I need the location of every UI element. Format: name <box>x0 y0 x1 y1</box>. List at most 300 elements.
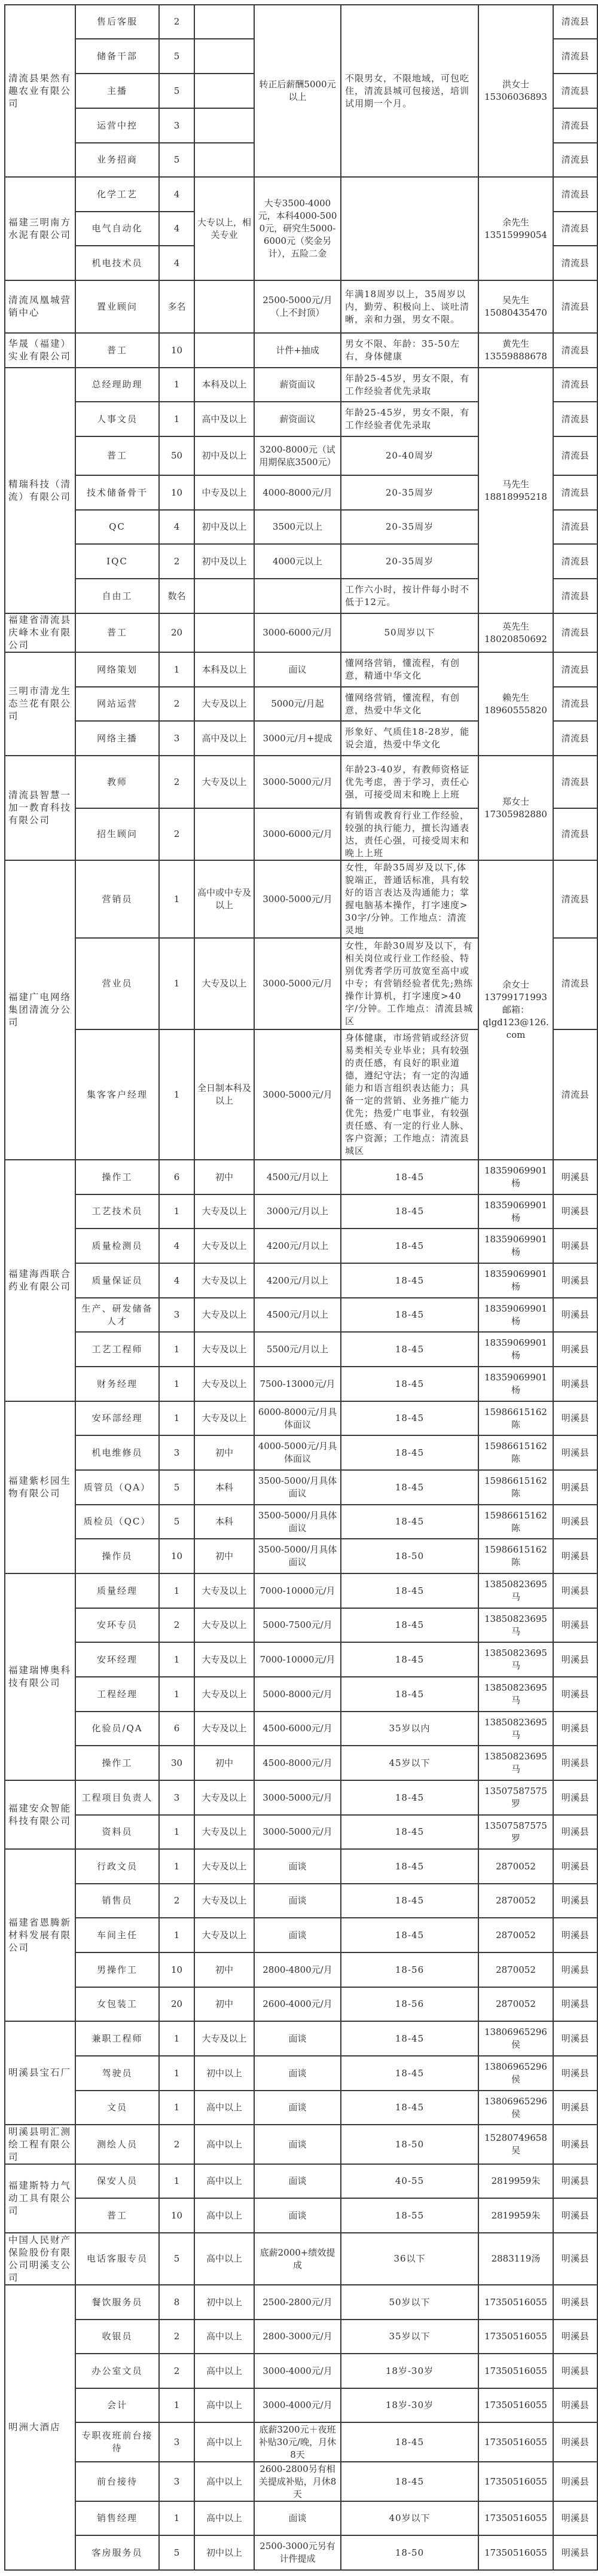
headcount-cell: 2 <box>159 2354 194 2388</box>
headcount-cell: 4 <box>159 510 194 544</box>
contact-cell: 18359069901杨 <box>478 1263 553 1298</box>
salary-cell: 4500元/月以上 <box>254 1160 341 1194</box>
contact-cell: 13850823695马 <box>478 1608 553 1642</box>
salary-cell: 3000-6000元/月 <box>254 613 341 652</box>
education-cell: 本科 <box>194 1470 254 1505</box>
requirements-cell: 年龄25-45岁，男女不限，有工作经验者优先录取 <box>341 368 478 402</box>
contact-cell: 15280749658吴 <box>478 2125 553 2164</box>
table-row <box>5 1539 597 1573</box>
education-cell: 本科及以上 <box>194 652 254 687</box>
contact-cell: 17350516055 <box>478 2535 553 2570</box>
location-cell: 明溪县 <box>553 1505 597 1539</box>
table-row <box>5 2164 597 2198</box>
contact-cell: 15986615162陈 <box>478 1401 553 1435</box>
requirements-cell: 35岁以内 <box>341 1712 478 1746</box>
table-row <box>5 1573 597 1608</box>
table-row <box>5 2285 597 2320</box>
table-row <box>5 1401 597 1435</box>
salary-cell: 4500-8000元/月 <box>254 1746 341 1780</box>
salary-cell: 面谈 <box>254 2198 341 2233</box>
salary-cell: 3200-8000元（试用期保底3500元） <box>254 436 341 475</box>
table-row <box>5 1160 597 1194</box>
location-cell: 明溪县 <box>553 1849 597 1884</box>
position-cell: 网络主播 <box>75 721 159 756</box>
education-cell <box>194 333 254 368</box>
requirements-cell: 20-35周岁 <box>341 510 478 544</box>
requirements-cell: 18-56 <box>341 1952 478 1987</box>
table-row <box>5 2354 597 2388</box>
contact-cell: 13806965296侯 <box>478 2091 553 2125</box>
education-cell: 高中以上 <box>194 2422 254 2462</box>
education-cell: 初中 <box>194 1952 254 1987</box>
requirements-cell: 18-56 <box>341 1987 478 2021</box>
salary-cell: 面谈 <box>254 2501 341 2535</box>
position-cell: 普工 <box>75 333 159 368</box>
position-cell: 生产、研发储备人才 <box>75 1298 159 1332</box>
location-cell: 清流县 <box>553 687 597 721</box>
requirements-cell: 18-45 <box>341 2422 478 2462</box>
position-cell: 男操作工 <box>75 1952 159 1987</box>
table-row <box>5 1642 597 1677</box>
table-row <box>5 1608 597 1642</box>
requirements-cell: 18-45 <box>341 2091 478 2125</box>
education-cell: 大专及以上 <box>194 1918 254 1952</box>
table-row <box>5 1849 597 1884</box>
table-row <box>5 1780 597 1815</box>
requirements-cell: 18-45 <box>341 1505 478 1539</box>
requirements-cell: 18-45 <box>341 1401 478 1435</box>
headcount-cell: 1 <box>159 402 194 436</box>
salary-cell: 大专3500-4000元，本科4000-5000元，研究生5000-6000元（奖金另计），五险二金 <box>254 177 341 280</box>
table-row <box>5 177 597 212</box>
education-cell: 大专及以上 <box>194 938 254 1029</box>
requirements-cell: 懂网络营销，懂流程，有创意，精通中华文化 <box>341 652 478 687</box>
position-cell: 专职夜班前台接待 <box>75 2422 159 2462</box>
requirements-cell: 工作六小时，按计件每小时不低于12元。 <box>341 579 478 613</box>
location-cell: 明溪县 <box>553 1884 597 1918</box>
table-row <box>5 1470 597 1505</box>
company-name-cell: 福建安众智能科技有限公司 <box>5 1780 75 1849</box>
contact-cell: 17350516055 <box>478 2354 553 2388</box>
contact-cell: 2870052 <box>478 1849 553 1884</box>
position-cell: 安环经理 <box>75 1642 159 1677</box>
education-cell: 高中以上 <box>194 2198 254 2233</box>
headcount-cell: 1 <box>159 2164 194 2198</box>
salary-cell: 3000-5000元/月 <box>254 756 341 808</box>
location-cell: 清流县 <box>553 613 597 652</box>
contact-cell: 赖先生 18960555820 <box>478 652 553 756</box>
table-row <box>5 2320 597 2354</box>
headcount-cell: 1 <box>159 2021 194 2056</box>
contact-cell: 13850823695马 <box>478 1573 553 1608</box>
position-cell: 置业顾问 <box>75 280 159 333</box>
headcount-cell: 1 <box>159 368 194 402</box>
contact-cell: 2870052 <box>478 1884 553 1918</box>
salary-cell: 2800-3000元/月 <box>254 2320 341 2354</box>
headcount-cell: 5 <box>159 39 194 74</box>
position-cell: 招生顾问 <box>75 808 159 860</box>
education-cell <box>194 74 254 108</box>
education-cell: 大专及以上 <box>194 1712 254 1746</box>
location-cell: 明溪县 <box>553 1712 597 1746</box>
table-row <box>5 2125 597 2164</box>
contact-cell: 15986615162陈 <box>478 1435 553 1470</box>
education-cell: 初中及以上 <box>194 544 254 579</box>
contact-cell: 15986615162陈 <box>478 1470 553 1505</box>
location-cell: 清流县 <box>553 808 597 860</box>
requirements-cell: 18-45 <box>341 1780 478 1815</box>
position-cell: 办公室文员 <box>75 2354 159 2388</box>
company-name-cell: 明洲大酒店 <box>5 2285 75 2570</box>
location-cell: 明溪县 <box>553 2091 597 2125</box>
requirements-cell <box>341 177 478 280</box>
location-cell: 明溪县 <box>553 1815 597 1849</box>
table-row <box>5 1746 597 1780</box>
position-cell: 网站运营 <box>75 687 159 721</box>
salary-cell: 2500-5000元/月（上不封顶） <box>254 280 341 333</box>
location-cell: 明溪县 <box>553 1332 597 1367</box>
contact-cell: 15986615162陈 <box>478 1539 553 1573</box>
location-cell: 明溪县 <box>553 2388 597 2422</box>
company-name-cell: 福建三明南方水泥有限公司 <box>5 177 75 280</box>
salary-cell: 7000-10000元/月 <box>254 1642 341 1677</box>
contact-cell: 黄先生 13559888678 <box>478 333 553 368</box>
company-name-cell: 福建广电网络集团清流分公司 <box>5 860 75 1160</box>
location-cell: 明溪县 <box>553 2233 597 2285</box>
location-cell: 明溪县 <box>553 1435 597 1470</box>
headcount-cell: 6 <box>159 1712 194 1746</box>
salary-cell: 底薪3200元＋夜班补贴30元/晚，月休8天 <box>254 2422 341 2462</box>
requirements-cell: 18-45 <box>341 1160 478 1194</box>
contact-cell: 马先生 18818995218 <box>478 368 553 613</box>
salary-cell: 3000-5000元/月 <box>254 860 341 938</box>
education-cell: 全日制本科及以上 <box>194 1029 254 1160</box>
requirements-cell: 20-35周岁 <box>341 544 478 579</box>
education-cell: 高中以上 <box>194 2354 254 2388</box>
education-cell: 本科 <box>194 1505 254 1539</box>
location-cell: 明溪县 <box>553 1573 597 1608</box>
position-cell: 车间主任 <box>75 1918 159 1952</box>
position-cell: IQC <box>75 544 159 579</box>
salary-cell: 4200元/月以上 <box>254 1263 341 1298</box>
salary-cell <box>254 579 341 613</box>
education-cell: 高中以上 <box>194 2091 254 2125</box>
location-cell: 清流县 <box>553 402 597 436</box>
salary-cell: 转正后薪酬5000元以上 <box>254 5 341 177</box>
location-cell: 明溪县 <box>553 1194 597 1229</box>
position-cell: 普工 <box>75 613 159 652</box>
table-row <box>5 2422 597 2462</box>
salary-cell: 5000-8000元/月 <box>254 1677 341 1712</box>
position-cell: 测绘人员 <box>75 2125 159 2164</box>
headcount-cell: 10 <box>159 1952 194 1987</box>
position-cell: 安环部经理 <box>75 1401 159 1435</box>
table-row <box>5 2535 597 2570</box>
education-cell: 高中以上 <box>194 2501 254 2535</box>
location-cell: 清流县 <box>553 74 597 108</box>
headcount-cell: 50 <box>159 436 194 475</box>
education-cell: 高中以上 <box>194 2462 254 2501</box>
position-cell: 人事文员 <box>75 402 159 436</box>
headcount-cell: 10 <box>159 333 194 368</box>
table-row <box>5 1677 597 1712</box>
company-name-cell: 华晟（福建）实业有限公司 <box>5 333 75 368</box>
position-cell: 机电维修员 <box>75 1435 159 1470</box>
salary-cell: 5000元/月起 <box>254 687 341 721</box>
requirements-cell: 18-45 <box>341 2056 478 2091</box>
headcount-cell: 1 <box>159 1918 194 1952</box>
salary-cell: 4000-8000元/月 <box>254 475 341 510</box>
contact-cell: 15986615162陈 <box>478 1505 553 1539</box>
requirements-cell: 18-50 <box>341 2535 478 2570</box>
position-cell: 教师 <box>75 756 159 808</box>
education-cell: 大专及以上 <box>194 756 254 808</box>
headcount-cell: 30 <box>159 1746 194 1780</box>
contact-cell: 17350516055 <box>478 2422 553 2462</box>
salary-cell: 面议 <box>254 652 341 687</box>
position-cell: 工程项目负责人 <box>75 1780 159 1815</box>
education-cell: 高中以上 <box>194 2233 254 2285</box>
location-cell: 清流县 <box>553 756 597 808</box>
location-cell: 明溪县 <box>553 1401 597 1435</box>
location-cell: 清流县 <box>553 177 597 212</box>
position-cell: 储备干部 <box>75 39 159 74</box>
contact-cell: 18359069901杨 <box>478 1160 553 1194</box>
requirements-cell: 45岁以下 <box>341 1746 478 1780</box>
education-cell: 大专及以上 <box>194 1298 254 1332</box>
table-row <box>5 756 597 808</box>
requirements-cell: 18-45 <box>341 2462 478 2501</box>
education-cell: 大专及以上 <box>194 1884 254 1918</box>
position-cell: 会计 <box>75 2388 159 2422</box>
salary-cell: 3000-4000元/月 <box>254 2388 341 2422</box>
location-cell: 明溪县 <box>553 1229 597 1263</box>
requirements-cell: 有销售或教育行业工作经验，较强的执行能力，擅长沟通表达，责任心强，可接受周末和晚上上班 <box>341 808 478 860</box>
company-name-cell: 福建斯特力气动工具有限公司 <box>5 2164 75 2233</box>
location-cell: 明溪县 <box>553 2462 597 2501</box>
education-cell: 大专及以上 <box>194 1642 254 1677</box>
position-cell: 工程经理 <box>75 1677 159 1712</box>
headcount-cell: 2 <box>159 687 194 721</box>
education-cell: 高中或中专及以上 <box>194 860 254 938</box>
salary-cell: 3000-4000元/月 <box>254 2354 341 2388</box>
education-cell: 大专及以上 <box>194 1367 254 1401</box>
requirements-cell: 男女不限、年龄：35-50左右，身体健康 <box>341 333 478 368</box>
location-cell: 明溪县 <box>553 2535 597 2570</box>
table-row <box>5 368 597 402</box>
table-row <box>5 280 597 333</box>
location-cell: 清流县 <box>553 721 597 756</box>
table-row <box>5 1367 597 1401</box>
requirements-cell: 形象好、气质佳18-28岁，能说会道，热爱中华文化 <box>341 721 478 756</box>
company-name-cell: 三明市清龙生态兰花有限公司 <box>5 652 75 756</box>
company-name-cell: 福建省恩腾新材料发展有限公司 <box>5 1849 75 2021</box>
requirements-cell: 18-45 <box>341 1608 478 1642</box>
headcount-cell: 1 <box>159 2056 194 2091</box>
requirements-cell: 女性，年龄35周岁及以下,体貌端正，普通话标准，具有较好的语言表达及沟通能力；掌握电脑基本操作，打字速度>30字/分钟。工作地点：清流灵地 <box>341 860 478 938</box>
salary-cell: 面谈 <box>254 1884 341 1918</box>
salary-cell: 面谈 <box>254 2164 341 2198</box>
table-row <box>5 2233 597 2285</box>
location-cell: 清流县 <box>553 652 597 687</box>
position-cell: 女包装工 <box>75 1987 159 2021</box>
position-cell: 化验员/QA <box>75 1712 159 1746</box>
contact-cell: 13850823695马 <box>478 1642 553 1677</box>
contact-cell: 13806965296侯 <box>478 2021 553 2056</box>
education-cell: 大专以上，相关专业 <box>194 177 254 280</box>
position-cell: QC <box>75 510 159 544</box>
contact-cell: 2870052 <box>478 1918 553 1952</box>
headcount-cell: 3 <box>159 1435 194 1470</box>
position-cell: 网络策划 <box>75 652 159 687</box>
salary-cell: 7000-10000元/月 <box>254 1573 341 1608</box>
position-cell: 工艺工程师 <box>75 1332 159 1367</box>
headcount-cell: 2 <box>159 2125 194 2164</box>
table-row <box>5 1712 597 1746</box>
requirements-cell: 年龄25-45岁，男女不限，有工作经验者优先录取 <box>341 402 478 436</box>
company-name-cell: 中国人民财产保险股份有限公司明溪支公司 <box>5 2233 75 2285</box>
headcount-cell: 3 <box>159 1298 194 1332</box>
salary-cell: 3000-5000元/月 <box>254 1815 341 1849</box>
education-cell <box>194 39 254 74</box>
table-row <box>5 1229 597 1263</box>
requirements-cell: 40-55 <box>341 2164 478 2198</box>
headcount-cell: 3 <box>159 721 194 756</box>
requirements-cell: 50岁以下 <box>341 2285 478 2320</box>
education-cell <box>194 5 254 39</box>
requirements-cell: 18-45 <box>341 2021 478 2056</box>
contact-cell: 17350516055 <box>478 2388 553 2422</box>
education-cell: 高中以上 <box>194 2164 254 2198</box>
headcount-cell: 10 <box>159 1539 194 1573</box>
company-name-cell: 福建海西联合药业有限公司 <box>5 1160 75 1401</box>
salary-cell: 3000元/月以上 <box>254 1194 341 1229</box>
headcount-cell: 2 <box>159 1884 194 1918</box>
position-cell: 操作工 <box>75 1160 159 1194</box>
location-cell: 明溪县 <box>553 1780 597 1815</box>
requirements-cell: 18-45 <box>341 1194 478 1229</box>
headcount-cell: 4 <box>159 1263 194 1298</box>
requirements-cell: 36以下 <box>341 2233 478 2285</box>
education-cell: 大专及以上 <box>194 1815 254 1849</box>
table-row <box>5 1987 597 2021</box>
table-row <box>5 2198 597 2233</box>
position-cell: 集客客户经理 <box>75 1029 159 1160</box>
requirements-cell: 18-50 <box>341 2125 478 2164</box>
salary-cell: 7500-13000元/月 <box>254 1367 341 1401</box>
position-cell: 驾驶员 <box>75 2056 159 2091</box>
position-cell: 操作工 <box>75 1746 159 1780</box>
education-cell: 本科及以上 <box>194 368 254 402</box>
contact-cell: 余先生 13515999054 <box>478 177 553 280</box>
salary-cell: 3000-5000元/月 <box>254 938 341 1029</box>
education-cell: 初中及以上 <box>194 436 254 475</box>
education-cell: 大专及以上 <box>194 1573 254 1608</box>
headcount-cell: 5 <box>159 2535 194 2570</box>
location-cell: 清流县 <box>553 544 597 579</box>
contact-cell: 洪女士 15306036893 <box>478 5 553 177</box>
requirements-cell: 18-45 <box>341 1849 478 1884</box>
requirements-cell: 18-45 <box>341 1470 478 1505</box>
education-cell <box>194 613 254 652</box>
location-cell: 明溪县 <box>553 1987 597 2021</box>
contact-cell: 18359069901杨 <box>478 1194 553 1229</box>
company-name-cell: 明溪县宝石厂 <box>5 2021 75 2125</box>
location-cell: 清流县 <box>553 475 597 510</box>
company-name-cell: 清流县智慧一加一教育科技有限公司 <box>5 756 75 860</box>
location-cell: 清流县 <box>553 39 597 74</box>
headcount-cell: 10 <box>159 2198 194 2233</box>
requirements-cell: 18-45 <box>341 1435 478 1470</box>
salary-cell: 5000-7500元/月 <box>254 1608 341 1642</box>
contact-cell: 英先生 18020850692 <box>478 613 553 652</box>
education-cell: 初中及以上 <box>194 510 254 544</box>
education-cell: 高中以上 <box>194 2320 254 2354</box>
position-cell: 餐饮服务员 <box>75 2285 159 2320</box>
education-cell: 大专及以上 <box>194 2021 254 2056</box>
contact-cell: 13850823695马 <box>478 1677 553 1712</box>
requirements-cell: 18-45 <box>341 1573 478 1608</box>
salary-cell: 面谈 <box>254 2056 341 2091</box>
contact-cell: 2870052 <box>478 1987 553 2021</box>
education-cell <box>194 280 254 333</box>
requirements-cell: 懂网络营销，懂流程，有创意，热爱中华文化 <box>341 687 478 721</box>
position-cell: 安环专员 <box>75 1608 159 1642</box>
position-cell: 客房服务员 <box>75 2535 159 2570</box>
salary-cell: 2500-2800元/月 <box>254 2285 341 2320</box>
position-cell: 技术储备骨干 <box>75 475 159 510</box>
location-cell: 明溪县 <box>553 2164 597 2198</box>
contact-cell: 2819959朱 <box>478 2198 553 2233</box>
location-cell: 明溪县 <box>553 1263 597 1298</box>
salary-cell: 3000-5000元/月 <box>254 1780 341 1815</box>
salary-cell: 薪资面议 <box>254 402 341 436</box>
headcount-cell: 1 <box>159 860 194 938</box>
education-cell: 大专及以上 <box>194 1401 254 1435</box>
table-row <box>5 1815 597 1849</box>
table-row <box>5 1884 597 1918</box>
headcount-cell: 1 <box>159 1367 194 1401</box>
requirements-cell: 18-50 <box>341 1539 478 1573</box>
headcount-cell: 3 <box>159 108 194 143</box>
requirements-cell: 年龄23-40岁，有教师资格证优先考虑，善于学习，责任心强，可接受周末和晚上上班 <box>341 756 478 808</box>
location-cell: 明溪县 <box>553 2198 597 2233</box>
headcount-cell: 4 <box>159 212 194 246</box>
headcount-cell: 1 <box>159 1401 194 1435</box>
requirements-cell: 18-45 <box>341 1815 478 1849</box>
location-cell: 明溪县 <box>553 1952 597 1987</box>
position-cell: 总经理助理 <box>75 368 159 402</box>
position-cell: 前台接待 <box>75 2462 159 2501</box>
table-row <box>5 333 597 368</box>
contact-cell: 吴先生 15080435470 <box>478 280 553 333</box>
table-row <box>5 1332 597 1367</box>
education-cell: 初中以上 <box>194 2285 254 2320</box>
company-name-cell: 精瑞科技（清流）有限公司 <box>5 368 75 613</box>
position-cell: 电话客服专员 <box>75 2233 159 2285</box>
location-cell: 清流县 <box>553 333 597 368</box>
location-cell: 清流县 <box>553 143 597 177</box>
requirements-cell: 18-45 <box>341 1918 478 1952</box>
location-cell: 明溪县 <box>553 2021 597 2056</box>
table-row <box>5 2388 597 2422</box>
position-cell: 兼职工程师 <box>75 2021 159 2056</box>
location-cell: 清流县 <box>553 368 597 402</box>
headcount-cell: 1 <box>159 938 194 1029</box>
salary-cell: 2600-2800另有相关提成补贴，月休8天 <box>254 2462 341 2501</box>
requirements-cell: 18岁-30岁 <box>341 2354 478 2388</box>
headcount-cell: 3 <box>159 2422 194 2462</box>
